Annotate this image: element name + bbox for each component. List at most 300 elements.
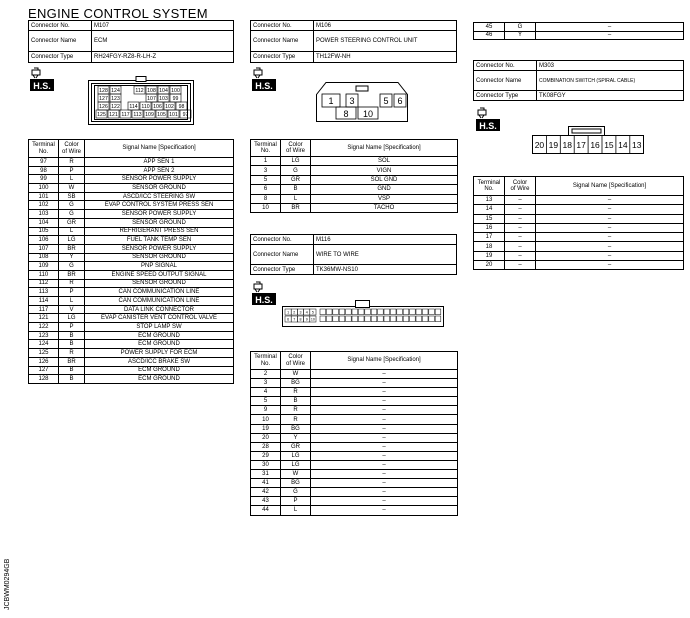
pin-label: 121 [109,112,118,118]
pin-label: 1 [287,310,290,315]
signal-cell: SENSOR POWER SUPPLY [85,210,234,219]
pin-label: 17 [576,140,586,150]
pin-cell [333,309,339,315]
pin-label: 108 [147,88,156,94]
m116-connector-info [250,234,457,275]
color-cell: G [59,201,85,210]
connector-no-label: Connector No. [29,21,92,31]
terminal-cell: 122 [29,323,59,332]
terminal-cell: 114 [29,297,59,306]
harness-side-icon [475,106,501,132]
terminal-cell: 17 [474,233,505,242]
table-row [29,184,234,193]
table-row [251,506,458,515]
pin-label: 8 [299,317,302,322]
pin-label: 2 [293,310,296,315]
svg-text:H.S.: H.S. [479,121,497,131]
pin-label: 114 [129,104,138,110]
table-row [29,314,234,323]
pin-cell [429,309,435,315]
terminal-cell: 117 [29,305,59,314]
pin-cell [410,309,416,315]
table-row [29,192,234,201]
terminal-cell: 109 [29,262,59,271]
pin-cell [378,316,384,322]
table-row [29,366,234,375]
terminal-cell: 10 [251,203,281,212]
signal-cell: SENSOR GROUND [85,184,234,193]
color-cell: BR [59,244,85,253]
terminal-cell: 19 [474,251,505,260]
table-row [29,340,234,349]
signal-cell: FUEL TANK TEMP SEN [85,236,234,245]
signal-cell: – [536,31,684,40]
signal-cell: – [311,451,458,460]
table-row [251,379,458,388]
connector-no-value: M106 [314,21,457,31]
table-row [251,415,458,424]
pin-label: 4 [305,310,308,315]
m303-connector-diagram [532,124,644,156]
m116-continued-pin-table [473,22,684,40]
pin-label: 102 [165,104,174,110]
table-row [29,201,234,210]
table-row [251,470,458,479]
table-row [474,223,684,232]
m107-connector-diagram [88,76,194,126]
connector-name-value: ECM [92,31,234,52]
color-cell: – [505,214,536,223]
terminal-cell: 126 [29,357,59,366]
table-row [29,262,234,271]
table-row [251,424,458,433]
signal-header: Signal Name [Specification] [85,140,234,158]
table-row [474,214,684,223]
table-row [251,157,458,166]
color-cell: G [505,23,536,32]
pin-cell [435,309,441,315]
svg-text:H.S.: H.S. [255,295,273,305]
hs-label: H.S. [33,81,51,91]
pin-label: 19 [548,140,559,150]
color-cell: P [59,166,85,175]
terminal-cell: 110 [29,270,59,279]
pin-label: 127 [99,96,108,102]
terminal-cell: 127 [29,366,59,375]
pin-label: 112 [135,88,144,94]
signal-cell: – [311,479,458,488]
color-cell: GR [281,442,311,451]
pin-label: 7 [293,317,296,322]
terminal-header: Terminal No. [251,352,281,370]
pin-cell [429,316,435,322]
pin-cell [365,309,371,315]
m107-pin-table [28,139,234,384]
table-row [474,23,684,32]
pin-label: 110 [141,104,150,110]
signal-cell: – [311,370,458,379]
pin-cell [390,316,396,322]
terminal-cell: 112 [29,279,59,288]
pin-label: 103 [159,96,168,102]
connector-no-label: Connector No. [251,235,314,245]
terminal-cell: 113 [29,288,59,297]
pin-label: 20 [534,140,545,150]
color-cell: L [281,506,311,515]
signal-cell: SENSOR GROUND [85,218,234,227]
table-row [29,305,234,314]
color-cell: W [59,184,85,193]
terminal-cell: 121 [29,314,59,323]
connector-name-label: Connector Name [474,71,537,91]
terminal-cell: 14 [474,205,505,214]
terminal-cell: 15 [474,214,505,223]
pin-cell [346,309,352,315]
table-row [251,479,458,488]
pin-label: 5 [383,96,389,106]
signal-cell: EVAP CANISTER VENT CONTROL VALVE [85,314,234,323]
color-cell: P [59,323,85,332]
color-cell: Y [505,31,536,40]
signal-cell: – [536,251,684,260]
connector-no-label: Connector No. [251,21,314,31]
svg-text:H.S.: H.S. [255,81,273,91]
color-cell: G [281,488,311,497]
color-cell: BG [281,424,311,433]
signal-cell: – [536,261,684,270]
m106-pin-table [250,139,458,213]
terminal-cell: 97 [29,158,59,167]
page-title: ENGINE CONTROL SYSTEM [28,6,208,21]
pin-label: 125 [97,112,106,118]
pin-cell [397,309,403,315]
table-row [251,460,458,469]
signal-cell: TACHO [311,203,458,212]
connector-name-label: Connector Name [251,31,314,52]
connector-no-value: M107 [92,21,234,31]
color-cell: – [505,223,536,232]
color-header: Color of Wire [281,352,311,370]
pin-label: 8 [343,109,349,119]
signal-cell: ASCD/ICC BRAKE SW [85,357,234,366]
table-row [251,388,458,397]
pin-cell [384,316,390,322]
pin-cell [339,316,345,322]
pin-cell [358,316,364,322]
signal-cell: SENSOR POWER SUPPLY [85,175,234,184]
signal-cell: – [536,196,684,205]
terminal-cell: 5 [251,397,281,406]
pin-label: 122 [111,104,120,110]
signal-cell: APP SEN 1 [85,158,234,167]
signal-cell: SOL GND [311,175,458,184]
color-cell: R [281,406,311,415]
table-row [251,166,458,175]
signal-cell: GND [311,185,458,194]
signal-cell: – [311,442,458,451]
table-row [29,175,234,184]
table-row [474,261,684,270]
terminal-cell: 29 [251,451,281,460]
color-cell: – [505,261,536,270]
color-cell: – [505,205,536,214]
connector-type-label: Connector Type [251,52,314,63]
pin-cell [346,316,352,322]
terminal-cell: 9 [251,406,281,415]
signal-cell: – [311,497,458,506]
table-row [29,375,234,384]
color-cell: W [281,370,311,379]
terminal-cell: 101 [29,192,59,201]
signal-cell: SENSOR GROUND [85,279,234,288]
table-row [29,244,234,253]
terminal-cell: 103 [29,210,59,219]
pin-cell [333,316,339,322]
signal-cell: SOL [311,157,458,166]
pin-cell [320,316,326,322]
terminal-header: Terminal No. [474,177,505,196]
terminal-cell: 104 [29,218,59,227]
color-cell: – [505,251,536,260]
pin-cell [384,309,390,315]
signal-header: Signal Name [Specification] [536,177,684,196]
pin-cell [371,309,377,315]
table-row [29,253,234,262]
color-header: Color of Wire [505,177,536,196]
table-row [29,297,234,306]
signal-cell: – [311,460,458,469]
terminal-cell: 128 [29,375,59,384]
color-cell: BR [59,270,85,279]
pin-label: 15 [604,140,614,150]
connector-name-value: COMBINATION SWITCH (SPIRAL CABLE) [537,71,684,91]
color-cell: B [59,331,85,340]
pin-label: 97 [182,112,189,118]
signal-cell: – [536,205,684,214]
color-cell: P [281,497,311,506]
color-cell: B [281,397,311,406]
pin-label: 3 [299,310,302,315]
signal-header: Signal Name [Specification] [311,352,458,370]
signal-cell: STOP LAMP SW [85,323,234,332]
table-row [474,196,684,205]
harness-side-icon [251,66,277,92]
color-cell: B [59,340,85,349]
color-cell: GR [281,175,311,184]
pin-label: 3 [349,96,355,106]
pin-label: 101 [169,112,178,118]
terminal-cell: 125 [29,349,59,358]
terminal-cell: 16 [474,223,505,232]
signal-cell: – [536,23,684,32]
pin-label: 98 [178,104,185,110]
table-row [251,433,458,442]
table-row [29,357,234,366]
color-cell: – [505,233,536,242]
connector-type-value: TH12FW-NH [314,52,457,63]
terminal-cell: 42 [251,488,281,497]
color-cell: GR [59,218,85,227]
color-cell: L [281,194,311,203]
pin-label: 1 [328,96,334,106]
table-row [29,218,234,227]
color-cell: BG [281,479,311,488]
pin-cell [416,309,422,315]
terminal-cell: 41 [251,479,281,488]
table-row [474,242,684,251]
connector-type-label: Connector Type [474,91,537,101]
table-row [251,397,458,406]
terminal-cell: 28 [251,442,281,451]
svg-text:JCBWM0294GB: JCBWM0294GB [4,558,11,610]
terminal-cell: 106 [29,236,59,245]
color-cell: W [281,470,311,479]
signal-cell: ECM GROUND [85,331,234,340]
terminal-cell: 30 [251,460,281,469]
pin-cell [416,316,422,322]
pin-cell [352,309,358,315]
color-cell: LG [59,314,85,323]
color-cell: LG [281,157,311,166]
pin-cell [410,316,416,322]
color-header: Color of Wire [281,140,311,157]
color-cell: V [59,305,85,314]
m107-connector-info [28,20,234,63]
m106-connector-info [250,20,457,63]
connector-no-label: Connector No. [474,61,537,71]
signal-header: Signal Name [Specification] [311,140,458,157]
color-cell: R [59,158,85,167]
table-row [29,288,234,297]
signal-cell: CAN COMMUNICATION LINE [85,288,234,297]
pin-cell [326,309,332,315]
pin-cell [371,316,377,322]
color-cell: L [59,175,85,184]
pin-label: 109 [145,112,154,118]
pin-label: 104 [159,88,168,94]
color-cell: SB [59,192,85,201]
pin-label: 5 [311,310,314,315]
color-header: Color of Wire [59,140,85,158]
terminal-cell: 107 [29,244,59,253]
table-row [474,205,684,214]
table-row [29,279,234,288]
color-cell: BR [281,203,311,212]
table-row [251,406,458,415]
document-code [0,540,12,610]
pin-label: 124 [111,88,120,94]
connector-type-value: TK08FGY [537,91,684,101]
signal-cell: – [311,424,458,433]
terminal-cell: 99 [29,175,59,184]
table-row [251,370,458,379]
signal-cell: EVAP CONTROL SYSTEM PRESS SEN [85,201,234,210]
connector-name-label: Connector Name [251,245,314,265]
terminal-cell: 6 [251,185,281,194]
m116-connector-diagram [282,300,444,328]
m116-pin-table [250,351,458,516]
terminal-cell: 98 [29,166,59,175]
pin-cell [435,316,441,322]
harness-side-icon [251,280,277,306]
signal-cell: SENSOR GROUND [85,253,234,262]
signal-cell: DATA LINK CONNECTOR [85,305,234,314]
signal-cell: POWER SUPPLY FOR ECM [85,349,234,358]
color-cell: – [505,242,536,251]
color-cell: LG [281,451,311,460]
signal-cell: REFRIGERANT PRESS SEN [85,227,234,236]
terminal-cell: 3 [251,166,281,175]
pin-label: 126 [99,104,108,110]
terminal-cell: 5 [251,175,281,184]
table-row [29,349,234,358]
table-row [251,497,458,506]
pin-cell [365,316,371,322]
color-cell: Y [59,253,85,262]
table-row [29,227,234,236]
signal-cell: CAN COMMUNICATION LINE [85,297,234,306]
pin-cell [390,309,396,315]
signal-cell: – [311,406,458,415]
pin-label: 107 [147,96,156,102]
pin-cell [403,316,409,322]
color-cell: L [59,227,85,236]
pin-cell [320,309,326,315]
table-row [29,158,234,167]
table-row [251,194,458,203]
color-cell: – [505,196,536,205]
color-cell: R [281,415,311,424]
pin-cell [339,309,345,315]
pin-label: 14 [618,140,628,150]
signal-cell: – [311,506,458,515]
terminal-cell: 31 [251,470,281,479]
connector-type-label: Connector Type [251,265,314,275]
color-cell: B [59,366,85,375]
terminal-header: Terminal No. [29,140,59,158]
signal-cell: SENSOR POWER SUPPLY [85,244,234,253]
table-row [251,451,458,460]
pin-cell [422,309,428,315]
connector-type-value: TK36MW-NS10 [314,265,457,275]
terminal-cell: 100 [29,184,59,193]
signal-cell: – [536,223,684,232]
color-cell: B [59,375,85,384]
color-cell: L [59,297,85,306]
signal-cell: VIGN [311,166,458,175]
pin-label: 106 [153,104,162,110]
signal-cell: – [311,388,458,397]
terminal-cell: 46 [474,31,505,40]
signal-cell: – [536,233,684,242]
signal-cell: – [311,470,458,479]
signal-cell: ECM GROUND [85,340,234,349]
pin-label: 18 [562,140,572,150]
terminal-cell: 108 [29,253,59,262]
connector-type-value: RH24FGY-RZ8-R-LH-Z [92,52,234,63]
terminal-cell: 105 [29,227,59,236]
color-cell: P [59,288,85,297]
pin-label: 6 [397,96,403,106]
pin-label: 10 [362,109,374,119]
pin-label: 99 [172,96,179,102]
signal-cell: – [311,379,458,388]
signal-cell: APP SEN 2 [85,166,234,175]
terminal-cell: 1 [251,157,281,166]
signal-cell: ENGINE SPEED OUTPUT SIGNAL [85,270,234,279]
terminal-cell: 123 [29,331,59,340]
terminal-cell: 13 [474,196,505,205]
